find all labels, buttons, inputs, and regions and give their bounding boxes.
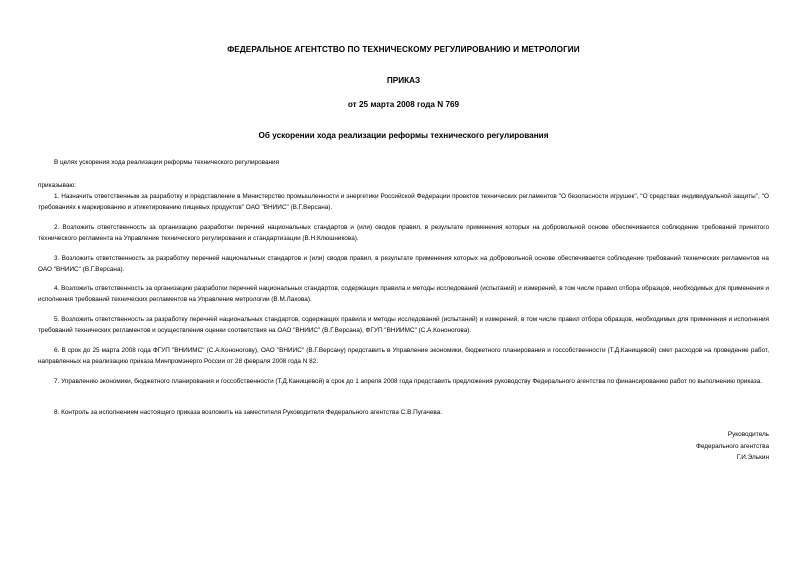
intro-paragraph: В целях ускорения хода реализации реформы технического регулирования xyxy=(54,159,280,166)
order-item-8 xyxy=(38,408,769,419)
document-title: Об ускорении хода реализации реформы технического регулирования xyxy=(258,131,549,140)
order-item-text: 5. Возложить ответственность за разработку перечней национальных стандартов, содержащих правила и методы исследований (испытаний) и измерений, в том числе правил отбора образцов, необходимых для применения и исполнения требований технических регламентов и осуществления оценки соответствия на ОАО "ВНИИС" (В.Г.Версана), ФГУП "ВНИИМС" (С.А.Кононогова). xyxy=(38,316,769,334)
order-item-4 xyxy=(38,284,769,305)
document-date-number: от 25 марта 2008 года N 769 xyxy=(347,100,460,109)
order-item-3 xyxy=(38,254,769,275)
document-type: ПРИКАЗ xyxy=(386,76,421,85)
order-item-text: 7. Управлению экономики, бюджетного планирования и госсобственности (Т.Д.Канищевой) в срок до 1 апреля 2008 года представить предложения руководству Федерального агентства по финансированию работ по выполнению приказа. xyxy=(54,378,763,385)
order-item-text: 6. В срок до 25 марта 2008 года ФГУП "ВНИИМС" (С.А.Кононогову), ОАО "ВНИИС" (В.Г.Версану) представить в Управление экономики, бюджетного планирования и госсобственности (Т.Д.Канищевой) смет расходов на проведение работ, направленных на реализацию приказа Минпромэнерго России от 28 февраля 2008 года N 82. xyxy=(38,347,769,365)
signature-organization: Федерального агентства xyxy=(695,442,769,450)
signature-position: Руководитель xyxy=(727,431,769,438)
order-item-text: 2. Возложить ответственность за организацию разработки перечней национальных стандартов и (или) сводов правил, в результате применения которых на добровольной основе обеспечивается соблюдение требований принятого технического регламента на Управление технического регулирования и стандартизации (В.Н.Клюшникова). xyxy=(38,224,769,242)
signature-name: Г.И.Элькин xyxy=(736,454,769,461)
order-item-2 xyxy=(38,223,769,244)
order-item-text: 4. Возложить ответственность за организацию разработки перечней национальных стандартов, содержащих правила и методы исследований (испытаний) и измерений, в том числе правил отбора образцов, необходимых для применения и исполнения требований технических регламентов на Управление метрологии (В.М.Лахова). xyxy=(38,285,769,303)
signature-block xyxy=(560,429,769,464)
order-word: приказываю: xyxy=(38,182,76,189)
order-item-5 xyxy=(38,315,769,336)
order-item-7 xyxy=(38,377,769,388)
order-item-6 xyxy=(38,346,769,367)
order-item-text: 3. Возложить ответственность за разработку перечней национальных стандартов и (или) сводов правил, в результате применения которых на добровольной основе обеспечивается соблюдение требований технических регламентов на ОАО "ВНИИС" (В.Г.Версана). xyxy=(38,255,769,273)
agency-name: ФЕДЕРАЛЬНОЕ АГЕНТСТВО ПО ТЕХНИЧЕСКОМУ РЕГУЛИРОВАНИЮ И МЕТРОЛОГИИ xyxy=(227,45,580,54)
order-item-text: 8. Контроль за исполнением настоящего приказа возложить на заместителя Руководителя Федерального агентства С.В.Пугачева. xyxy=(54,409,443,416)
order-item-1 xyxy=(38,192,769,213)
order-item-text: 1. Назначить ответственным за разработку и представление в Министерство промышленности и энергетики Российской Федерации проектов технических регламентов "О безопасности игрушек", "О средствах индивидуальной защиты", "О требованиях к маркированию и этикетированию пищевых продуктов" ОАО "ВНИИС" (В.Г.Версана). xyxy=(38,193,769,211)
